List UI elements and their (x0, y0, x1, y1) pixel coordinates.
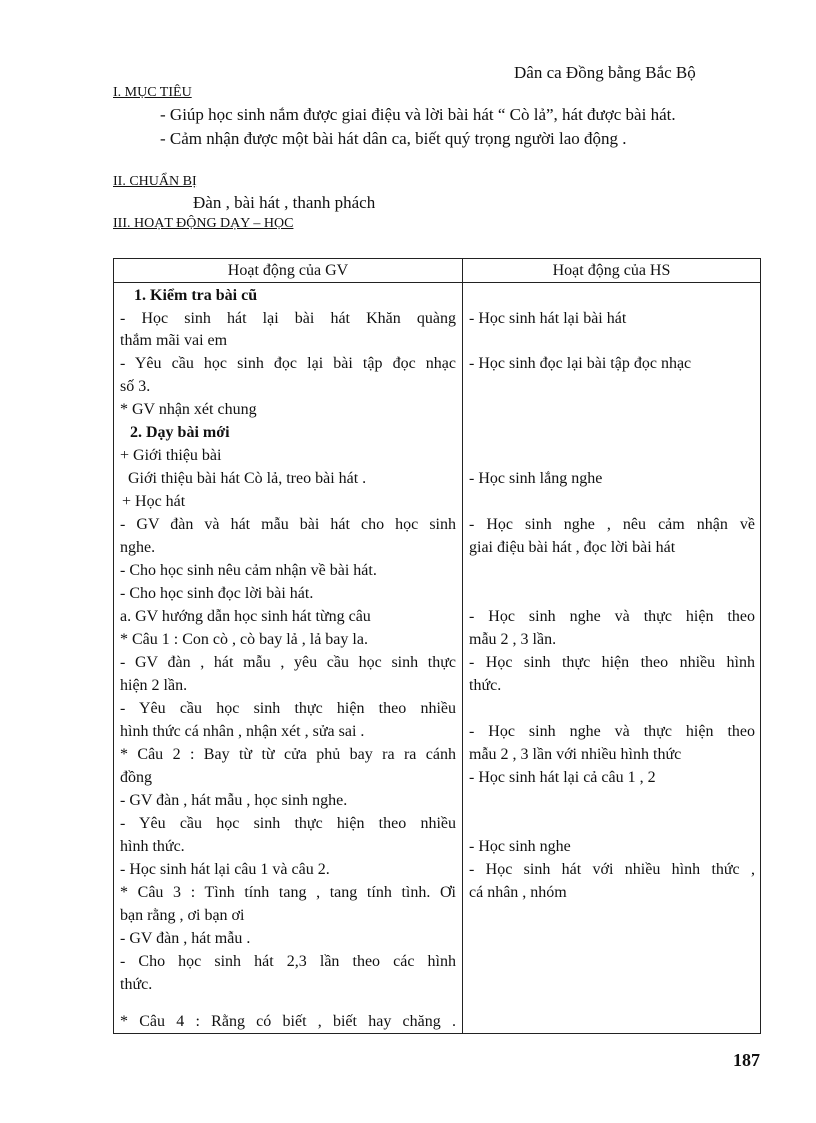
objective-line: - Giúp học sinh nắm được giai điệu và lời bài hát “ Cò lả”, hát được bài hát. (160, 105, 676, 124)
hs-line: mẫu 2 , 3 lần với nhiều hình thức (469, 746, 682, 763)
gv-line: - Cho học sinh nêu cảm nhận về bài hát. (120, 562, 377, 579)
gv-line: * Câu 3 : Tình tính tang , tang tính tình. Ơi (120, 884, 456, 901)
activities-table (113, 258, 761, 1034)
gv-line: - Yêu cầu học sinh thực hiện theo nhiều (120, 815, 456, 832)
column-header-hs: Hoạt động của HS (552, 262, 671, 279)
hs-line: - Học sinh hát với nhiều hình thức , (469, 861, 755, 878)
gv-line: số 3. (120, 378, 151, 395)
gv-line: - Yêu cầu học sinh thực hiện theo nhiều (120, 700, 456, 717)
hs-line: thức. (469, 677, 502, 694)
hs-line: - Học sinh nghe và thực hiện theo (469, 608, 755, 625)
gv-line: hiện 2 lần. (120, 677, 188, 694)
gv-line: - Yêu cầu học sinh đọc lại bài tập đọc nhạc (120, 355, 456, 372)
hs-line: - Học sinh thực hiện theo nhiều hình (469, 654, 755, 671)
gv-line: * GV nhận xét chung (120, 401, 257, 418)
page-header-title: Dân ca Đồng bằng Bắc Bộ (514, 63, 696, 82)
gv-line: a. GV hướng dẫn học sinh hát từng câu (120, 608, 371, 625)
gv-line: nghe. (120, 539, 156, 556)
hs-line: - Học sinh nghe và thực hiện theo (469, 723, 755, 740)
gv-line: 2. Dạy bài mới (130, 424, 230, 441)
gv-line: bạn rằng , ơi bạn ơi (120, 907, 245, 924)
gv-line: - GV đàn , hát mẫu . (120, 930, 251, 947)
gv-line: - Cho học sinh hát 2,3 lần theo các hình (120, 953, 456, 970)
hs-line: mẫu 2 , 3 lần. (469, 631, 557, 648)
gv-line: hình thức cá nhân , nhận xét , sửa sai . (120, 723, 365, 740)
gv-line: - Học sinh hát lại bài hát Khăn quàng (120, 310, 456, 327)
gv-line: * Câu 4 : Rằng có biết , biết hay chăng . (120, 1013, 456, 1030)
gv-line: Giới thiệu bài hát Cò lả, treo bài hát . (128, 470, 367, 487)
gv-line: hình thức. (120, 838, 185, 855)
hs-line: - Học sinh đọc lại bài tập đọc nhạc (469, 355, 692, 372)
gv-line: + Giới thiệu bài (120, 447, 222, 464)
hs-line: - Học sinh nghe , nêu cảm nhận về (469, 516, 755, 533)
hs-line: giai điệu bài hát , đọc lời bài hát (469, 539, 676, 556)
gv-line: đồng (120, 769, 152, 786)
hs-line: - Học sinh lắng nghe (469, 470, 603, 487)
gv-line: * Câu 1 : Con cò , cò bay lả , lả bay la. (120, 631, 368, 648)
gv-line: - Cho học sinh đọc lời bài hát. (120, 585, 314, 602)
hs-line: - Học sinh hát lại cả câu 1 , 2 (469, 769, 656, 786)
gv-line: - GV đàn , hát mẫu , học sinh nghe. (120, 792, 348, 809)
hs-line: cá nhân , nhóm (469, 884, 567, 901)
gv-line: thắm mãi vai em (120, 332, 228, 349)
gv-line: * Câu 2 : Bay từ từ cửa phủ bay ra ra cánh (120, 746, 456, 763)
page-number: 187 (733, 1050, 760, 1070)
column-header-gv: Hoạt động của GV (227, 262, 349, 279)
hs-line: - Học sinh nghe (469, 838, 571, 855)
gv-line: 1. Kiểm tra bài cũ (134, 287, 258, 304)
preparation-line: Đàn , bài hát , thanh phách (193, 193, 376, 212)
gv-line: - Học sinh hát lại câu 1 và câu 2. (120, 861, 330, 878)
gv-line: + Học hát (122, 493, 186, 510)
gv-line: - GV đàn và hát mẫu bài hát cho học sinh (120, 516, 456, 533)
gv-line: - GV đàn , hát mẫu , yêu cầu học sinh thực (120, 654, 456, 671)
section-heading-activities: III. HOẠT ĐỘNG DẠY – HỌC (113, 216, 294, 231)
header-divider (114, 282, 760, 283)
gv-line: thức. (120, 976, 153, 993)
section-heading-objectives: I. MỤC TIÊU (113, 85, 192, 100)
hs-line: - Học sinh hát lại bài hát (469, 310, 627, 327)
section-heading-preparation: II. CHUẨN BỊ (113, 174, 197, 189)
column-divider (462, 259, 463, 1033)
objective-line: - Cảm nhận được một bài hát dân ca, biết quý trọng người lao động . (160, 129, 627, 148)
